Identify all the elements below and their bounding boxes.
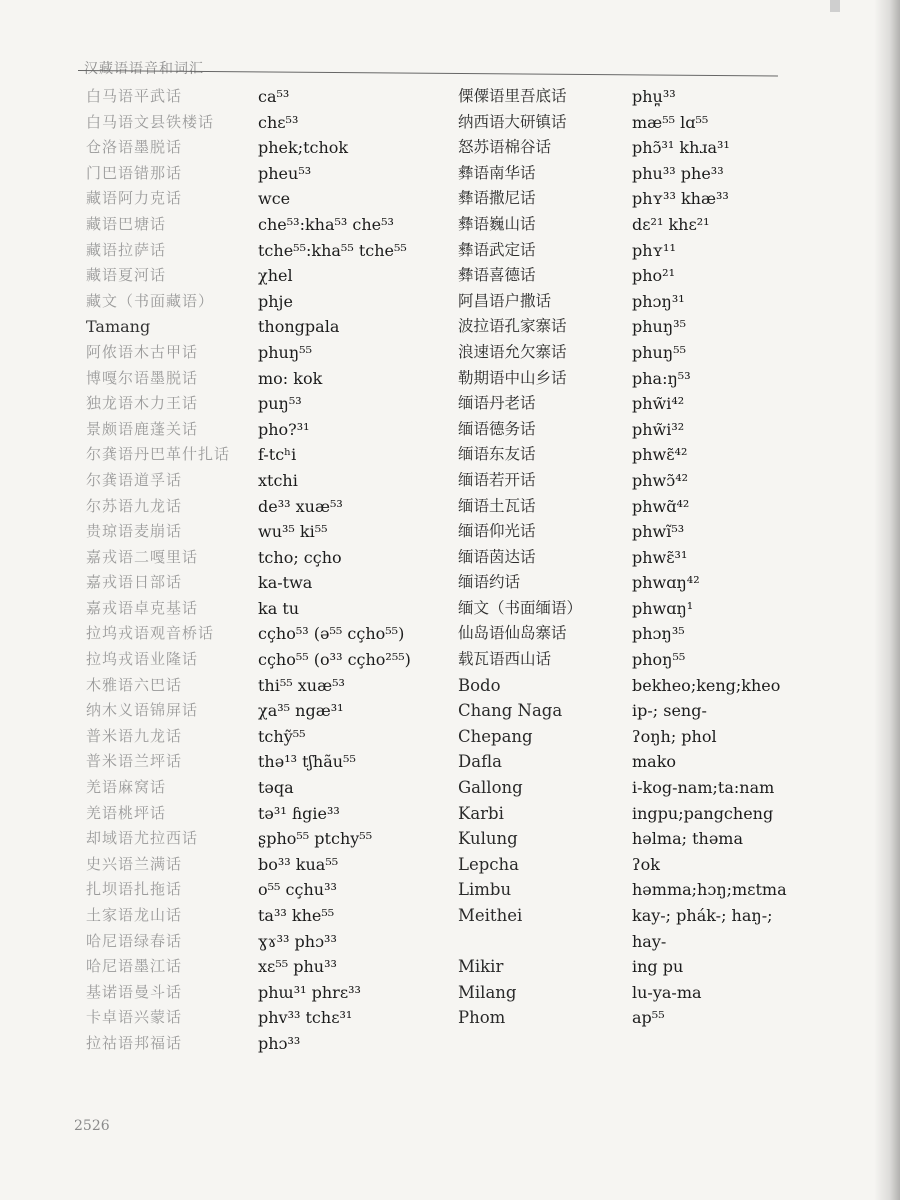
language-name: 白马语文县铁楼话 — [86, 112, 215, 131]
language-name: 藏语阿力克话 — [86, 189, 183, 208]
word-form: phuŋ⁵⁵ — [258, 342, 312, 362]
language-name: 哈尼语绿春话 — [86, 931, 183, 950]
language-name: 彝语撒尼话 — [458, 189, 536, 208]
language-name: Karbi — [458, 803, 504, 823]
word-form: xɛ⁵⁵ phu³³ — [258, 957, 337, 977]
language-name: Mikir — [458, 957, 504, 977]
word-form: phɔŋ³¹ — [632, 291, 685, 311]
language-name: 缅语若开话 — [458, 470, 536, 489]
word-form: tchỹ⁵⁵ — [258, 726, 306, 746]
language-name: 门巴语错那话 — [86, 163, 183, 182]
language-name: 拉坞戎语观音桥话 — [86, 624, 215, 643]
language-name: Milang — [458, 982, 517, 1002]
word-form: phoŋ⁵⁵ — [632, 650, 686, 670]
language-name: 羌语麻窝话 — [86, 778, 167, 797]
word-form: pha:ŋ⁵³ — [632, 368, 691, 388]
language-name: 卡卓语兴蒙话 — [86, 1008, 183, 1027]
word-form: phwɛ̃³¹ — [632, 547, 688, 567]
word-form: həlma; thəma — [632, 829, 743, 849]
language-name: 仙岛语仙岛寨话 — [458, 624, 567, 643]
word-form: kay-; phák-; haŋ-; — [632, 906, 773, 925]
language-name: 纳西语大研镇话 — [458, 112, 567, 131]
language-name: 缅语约话 — [458, 573, 521, 592]
language-name: 傈僳语里吾底话 — [458, 87, 567, 105]
language-name: 阿侬语木古甲话 — [86, 342, 199, 361]
language-name: 白马语平武话 — [86, 87, 183, 105]
language-name: 纳木义语锦屏话 — [86, 701, 199, 720]
running-header: 汉藏语语音和词汇 — [84, 61, 204, 77]
language-name: 拉祜语邦福话 — [86, 1033, 183, 1052]
language-name: 嘉戎语日部话 — [86, 573, 183, 592]
word-form: phwĩ⁵³ — [632, 522, 685, 542]
word-form: pheu⁵³ — [258, 163, 312, 183]
word-form: phu³³ phe³³ — [632, 163, 724, 183]
language-name: Chang Naga — [458, 701, 563, 721]
language-name: 哈尼语墨江话 — [86, 957, 183, 976]
language-name: 景颇语鹿蓬关话 — [86, 419, 199, 438]
language-name: 缅语仰光话 — [458, 522, 536, 541]
word-form: phek;tchok — [258, 138, 349, 158]
word-form: che⁵³:kha⁵³ che⁵³ — [258, 214, 394, 234]
language-name: 普米语兰坪话 — [86, 752, 183, 771]
language-name: 阿昌语户撒话 — [458, 291, 552, 310]
language-name: 缅语土瓦话 — [458, 496, 536, 515]
word-form: phu̪³³ — [632, 87, 676, 106]
language-name: 贵琼语麦崩话 — [86, 522, 183, 541]
word-form: phwɑ̃⁴² — [632, 496, 690, 516]
language-name: Limbu — [458, 880, 512, 900]
word-form: chɛ⁵³ — [258, 112, 299, 132]
language-name: 缅文（书面缅语） — [458, 598, 583, 617]
language-name: Tamang — [86, 317, 151, 337]
language-name: Gallong — [458, 778, 523, 798]
language-name: 拉坞戎语业隆话 — [86, 650, 199, 669]
word-form: həmma;hɔŋ;mɛtma — [632, 880, 787, 900]
word-form: puŋ⁵³ — [258, 394, 302, 414]
left-language-column — [86, 84, 256, 1057]
language-name: 却域语尤拉西话 — [86, 829, 199, 848]
language-name: 藏语拉萨话 — [86, 240, 167, 259]
language-name: Lepcha — [458, 854, 519, 874]
word-form: təqa — [258, 778, 294, 798]
word-form: ɣɤ³³ phɔ³³ — [258, 931, 337, 951]
word-form: ta³³ khe⁵⁵ — [258, 906, 335, 925]
word-form: pho?³¹ — [258, 419, 310, 439]
language-name: 史兴语兰满话 — [86, 854, 183, 873]
language-name: 嘉戎语卓克基话 — [86, 598, 199, 617]
word-form: bekheo;keng;kheo — [632, 675, 781, 695]
language-name: 尔苏语九龙话 — [86, 496, 183, 515]
word-form: mæ⁵⁵ lɑ⁵⁵ — [632, 112, 709, 132]
language-name: 怒苏语棉谷话 — [458, 138, 552, 157]
language-name: 浪速语允欠寨话 — [458, 342, 567, 361]
word-form: phw̃i³² — [632, 419, 685, 439]
word-form: phuŋ⁵⁵ — [632, 342, 686, 362]
word-form: cçho⁵³ (ə⁵⁵ cçho⁵⁵) — [258, 624, 405, 644]
language-name: 缅语东友话 — [458, 445, 536, 464]
language-name: 彝语巍山话 — [458, 214, 536, 233]
word-form: phuŋ³⁵ — [632, 317, 686, 337]
language-name: 藏文（书面藏语） — [86, 291, 215, 310]
right-form-column — [632, 84, 832, 1031]
language-name: 扎坝语扎拖话 — [86, 880, 183, 899]
word-form: thi⁵⁵ xuæ⁵³ — [258, 675, 345, 695]
language-name: Phom — [458, 1008, 506, 1028]
right-language-column — [458, 84, 630, 1031]
word-form: f-tcʰi — [258, 445, 297, 465]
page-edge-shadow — [874, 0, 900, 1200]
word-form: ka tu — [258, 598, 300, 618]
language-name: Kulung — [458, 829, 518, 849]
page-number: 2526 — [74, 1118, 110, 1134]
word-form: tə³¹ ɦgie³³ — [258, 803, 340, 823]
language-name: 藏语巴塘话 — [86, 214, 167, 233]
word-form: i-kog-nam;ta:nam — [632, 778, 775, 798]
word-form: ap⁵⁵ — [632, 1008, 665, 1028]
word-form: lu-ya-ma — [632, 982, 702, 1002]
word-form: mako — [632, 752, 677, 772]
word-form: phɔ³³ — [258, 1033, 301, 1053]
word-form: dɛ²¹ khɛ²¹ — [632, 214, 710, 234]
language-name: 勒期语中山乡话 — [458, 368, 567, 387]
word-form: phje — [258, 291, 293, 311]
language-name: 藏语夏河话 — [86, 266, 167, 285]
word-form: tcho; cçho — [258, 547, 342, 567]
language-name: 缅语茵达话 — [458, 547, 536, 566]
word-form: phʏ³³ khæ³³ — [632, 189, 729, 209]
language-name: 彝语喜德话 — [458, 266, 536, 285]
word-form: ing pu — [632, 957, 684, 977]
language-name: 羌语桃坪话 — [86, 803, 167, 822]
word-form: phwɑŋ¹ — [632, 598, 694, 618]
language-name: 彝语武定话 — [458, 240, 536, 259]
word-form: wu³⁵ ki⁵⁵ — [258, 522, 328, 542]
language-name: 尔龚语道孚话 — [86, 470, 183, 489]
language-name: 博嘎尔语墨脱话 — [86, 368, 199, 387]
word-form: o⁵⁵ cçhu³³ — [258, 880, 337, 900]
language-name: 载瓦语西山话 — [458, 650, 552, 669]
language-name: Meithei — [458, 906, 523, 925]
language-name: 缅语德务话 — [458, 419, 536, 438]
word-form: xtchi — [258, 470, 298, 490]
word-form: cçho⁵⁵ (o³³ cçho²⁵⁵) — [258, 650, 411, 670]
language-name: 木雅语六巴话 — [86, 675, 183, 694]
word-form: phʏ¹¹ — [632, 240, 676, 260]
word-form: wce — [258, 189, 291, 209]
binding-mark — [830, 0, 840, 12]
language-name: 彝语南华话 — [458, 163, 536, 182]
language-name: 尔龚语丹巴革什扎话 — [86, 445, 231, 464]
word-form: ca⁵³ — [258, 87, 290, 106]
language-name: 嘉戎语二嘎里话 — [86, 547, 199, 566]
word-form: phw̃i⁴² — [632, 394, 685, 414]
word-form: phɯ³¹ phrɛ³³ — [258, 982, 361, 1002]
word-form: de³³ xuæ⁵³ — [258, 496, 343, 516]
word-form: ʔoŋh; phol — [632, 726, 717, 746]
language-name: Dafla — [458, 752, 502, 772]
word-form: ingpu;pangcheng — [632, 803, 774, 823]
language-name: Bodo — [458, 675, 501, 695]
language-name: 独龙语木力王话 — [86, 394, 199, 413]
word-form: ka-twa — [258, 573, 313, 593]
word-form: mo: kok — [258, 368, 323, 388]
language-name: Chepang — [458, 726, 533, 746]
word-form: pho²¹ — [632, 266, 676, 286]
word-form: phwɛ̃⁴² — [632, 445, 688, 465]
language-name: 基诺语曼斗话 — [86, 982, 183, 1001]
language-name — [458, 929, 630, 955]
word-form: phwɑŋ⁴² — [632, 573, 700, 593]
language-name: 缅语丹老话 — [458, 394, 536, 413]
language-name: 波拉语孔家寨话 — [458, 317, 567, 336]
word-form: phɔŋ³⁵ — [632, 624, 685, 644]
word-form: χa³⁵ ngæ³¹ — [258, 701, 344, 721]
language-name: 土家语龙山话 — [86, 906, 183, 924]
language-name: 仓洛语墨脱话 — [86, 138, 183, 157]
language-name: 普米语九龙话 — [86, 726, 183, 745]
word-form: ʔok — [632, 854, 660, 874]
word-form: thə¹³ tʃhãu⁵⁵ — [258, 752, 356, 772]
word-form: tche⁵⁵:kha⁵⁵ tche⁵⁵ — [258, 240, 407, 260]
word-form: χhel — [258, 266, 293, 286]
word-form: phɔ̃³¹ khɹa³¹ — [632, 138, 730, 158]
word-form: ip-; seng- — [632, 701, 707, 721]
word-form: ʂpho⁵⁵ ptchy⁵⁵ — [258, 829, 373, 849]
word-form: bo³³ kua⁵⁵ — [258, 854, 339, 874]
word-form: thongpala — [258, 317, 340, 337]
left-form-column — [258, 84, 448, 1057]
word-form: hay- — [632, 931, 667, 951]
word-form: phwɔ̃⁴² — [632, 470, 689, 490]
word-form: phv³³ tchɛ³¹ — [258, 1008, 353, 1028]
